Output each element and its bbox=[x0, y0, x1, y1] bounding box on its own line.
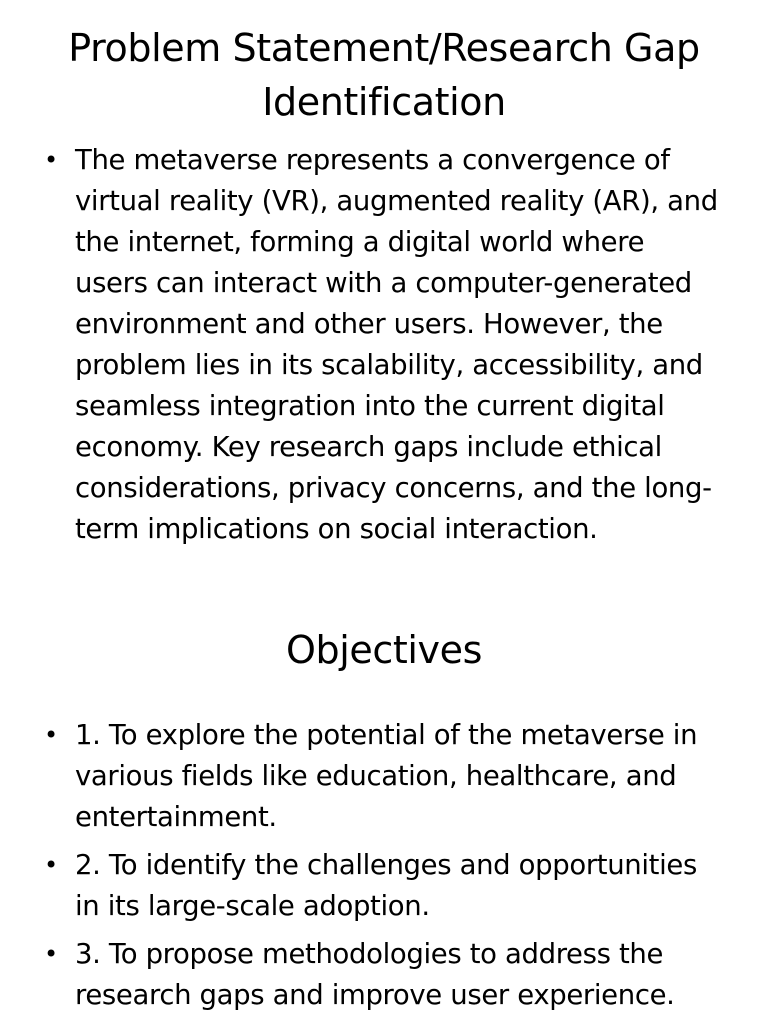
bullet-item bbox=[44, 715, 724, 838]
slide-title: Problem Statement/Research Gap Identification bbox=[68, 26, 700, 124]
slide-title: Objectives bbox=[286, 628, 482, 672]
bullet-icon: • bbox=[44, 940, 58, 968]
bullet-list bbox=[44, 715, 724, 1023]
bullet-text: 3. To propose methodologies to address the research gaps and improve user experience. bbox=[75, 938, 675, 1011]
bullet-list bbox=[44, 140, 724, 557]
bullet-item bbox=[44, 934, 724, 1016]
bullet-item bbox=[44, 140, 724, 550]
bullet-item bbox=[44, 845, 724, 927]
bullet-icon: • bbox=[44, 146, 58, 174]
bullet-text: The metaverse represents a convergence of virtual reality (VR), augmented reality (AR), and the internet, forming a digital world where users can interact with a computer-generated environment and other users. However, the problem lies in its scalability, accessibility, and seamless integration into the current digital economy. Key research gaps include ethical considerations, privacy concerns, and the long-term implications on social interaction. bbox=[75, 144, 718, 545]
bullet-icon: • bbox=[44, 721, 58, 749]
slide-objectives bbox=[0, 578, 768, 1024]
bullet-icon: • bbox=[44, 851, 58, 879]
bullet-text: 1. To explore the potential of the metaverse in various fields like education, healthcare, and entertainment. bbox=[75, 719, 698, 833]
bullet-text: 2. To identify the challenges and opportunities in its large-scale adoption. bbox=[75, 849, 697, 922]
